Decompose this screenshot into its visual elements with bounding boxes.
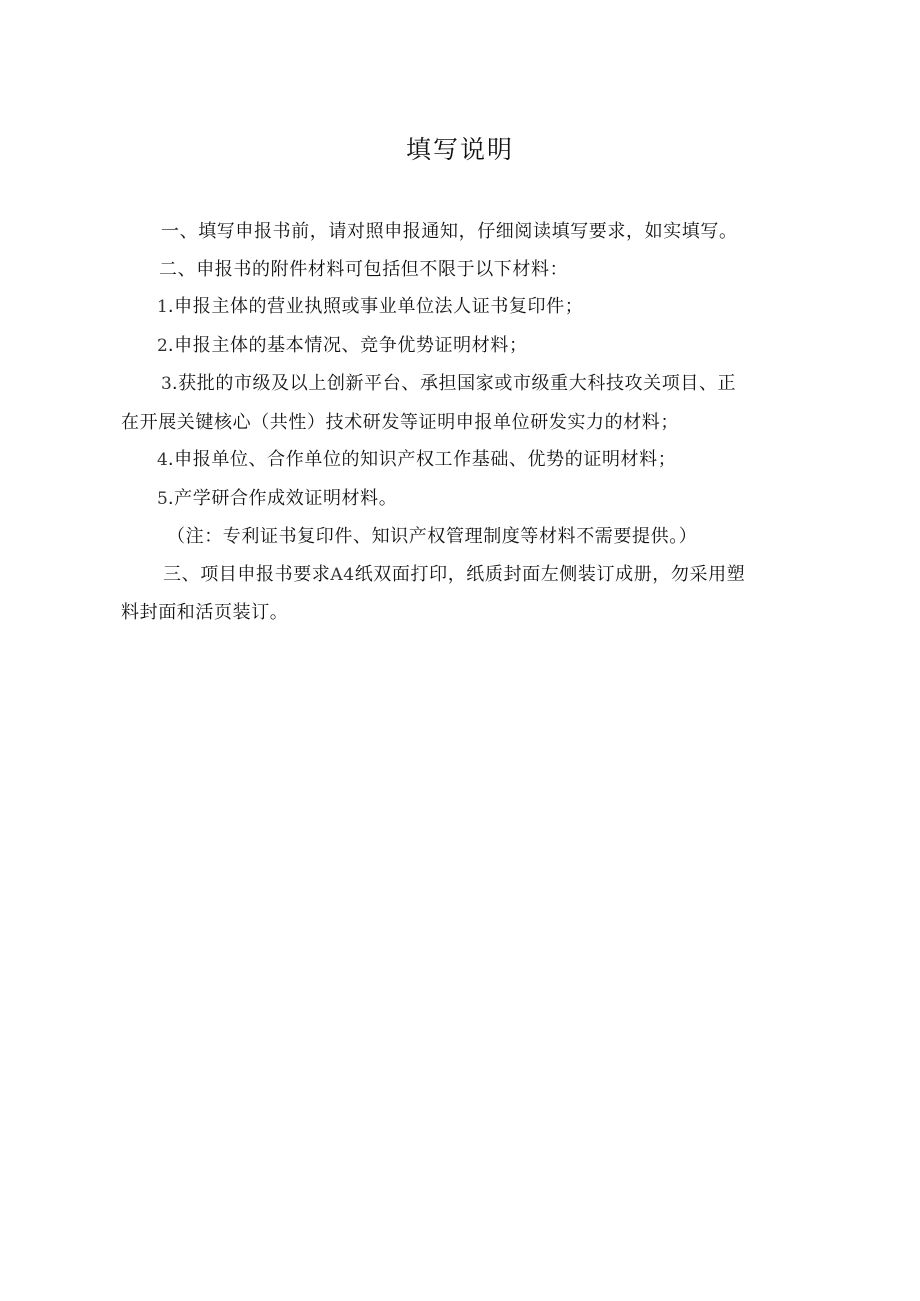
list-item-4-number: 4 (157, 450, 168, 470)
list-item-5-number: 5 (157, 488, 168, 509)
list-item-3-continuation (121, 404, 801, 442)
note-paragraph (121, 518, 801, 556)
list-item-3-text-line1: .获批的市级及以上创新平台、承担国家或市级重大科技攻关项目、正 (171, 373, 737, 394)
paragraph-3-text-a: 三、项目申报书要求 (163, 563, 331, 585)
list-item-2-text: .申报主体的基本情况、竞争优势证明材料； (167, 334, 528, 356)
paragraph-2-text: 二、申报书的附件材料可包括但不限于以下材料： (159, 258, 569, 280)
list-item-4-text: .申报单位、合作单位的知识产权工作基础、优势的证明材料； (167, 449, 677, 470)
paragraph-1 (121, 213, 801, 251)
list-item-5-text: .产学研合作成效证明材料。 (167, 487, 398, 509)
list-item-1 (121, 288, 801, 327)
note-text: （注：专利证书复印件、知识产权管理制度等材料不需要提供。） (167, 526, 698, 547)
paragraph-2 (121, 251, 801, 289)
paragraph-3-text-c: 纸双面打印，纸质封面左侧装订成册，勿采用塑 (354, 563, 746, 585)
paragraph-3-text-line2: 料封面和活页装订。 (121, 602, 289, 623)
list-item-1-text: .申报主体的营业执照或事业单位法人证书复印件； (167, 296, 584, 317)
document-title: 填写说明 (405, 135, 514, 164)
list-item-5 (121, 480, 801, 519)
list-item-2-number: 2 (157, 335, 168, 356)
list-item-3-number: 3 (161, 374, 172, 394)
list-item-4 (121, 441, 801, 480)
list-item-3-text-line2: 在开展关键核心（共性）技术研发等证明申报单位研发实力的材料； (121, 411, 679, 433)
list-item-2 (121, 327, 801, 366)
list-item-1-number: 1 (157, 297, 168, 317)
paragraph-3-paper-size: A4 (330, 564, 355, 585)
paragraph-3 (121, 556, 801, 595)
paragraph-3-continuation (121, 594, 801, 632)
document-body (121, 213, 801, 632)
list-item-3 (121, 365, 801, 404)
paragraph-1-text: 一、填写申报书前，请对照申报通知，仔细阅读填写要求，如实填写。 (161, 221, 738, 242)
